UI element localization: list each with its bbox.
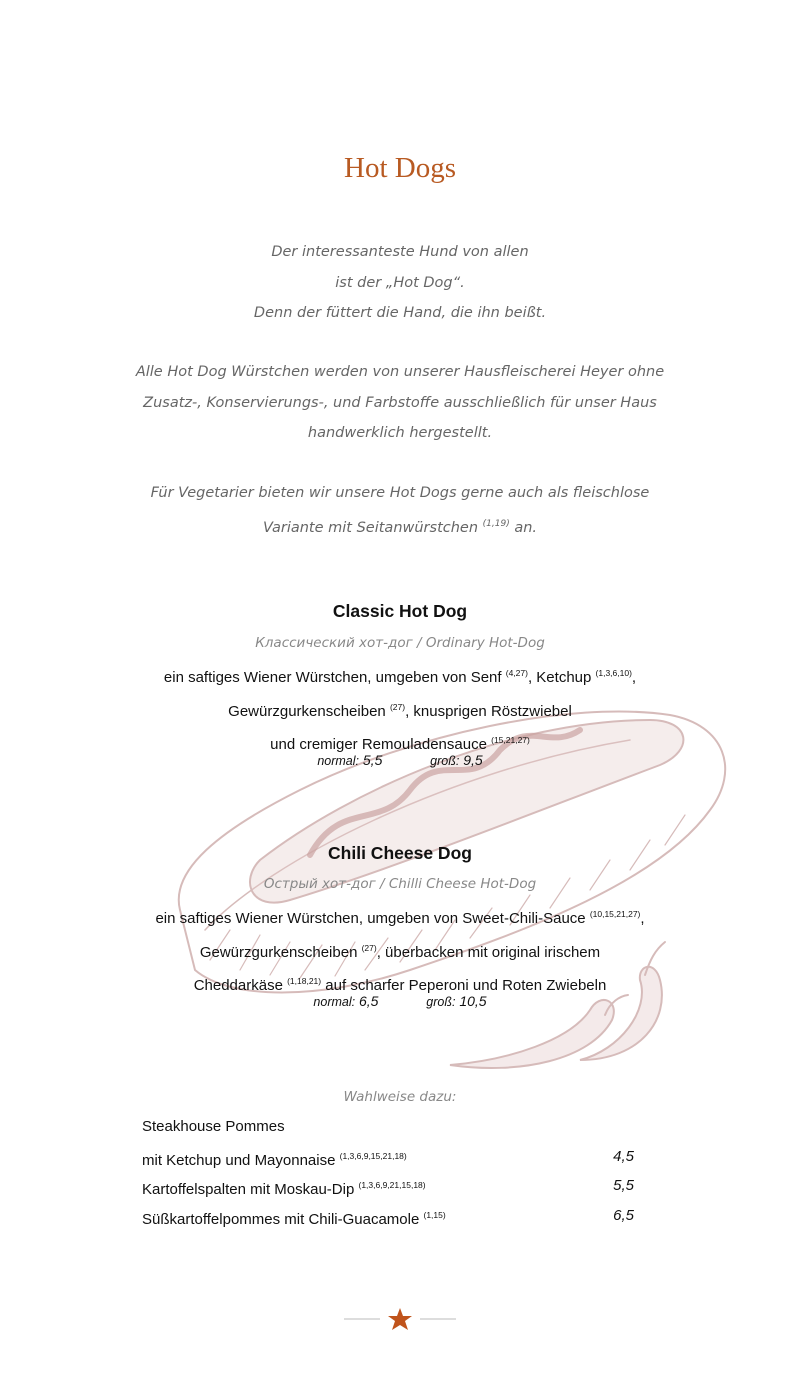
dish-title: Chili Cheese Dog (328, 843, 472, 863)
allergen-ref: (4,27) (505, 668, 528, 678)
sourcing-line: Zusatz-, Konservierungs-, und Farbstoffe ausschließlich für unser Haus (143, 394, 657, 411)
quote-line: ist der „Hot Dog“. (335, 274, 465, 291)
desc-text: , knusprigen Röstzwiebel (405, 702, 572, 720)
dish-title: Classic Hot Dog (332, 601, 468, 621)
side-name: Kartoffelspalten mit Moskau-Dip $^{(1,3,6,9,21,15,18)}$ (142, 1180, 426, 1198)
sides-list (142, 1112, 634, 1230)
allergen-ref: (10,15,21,27) (589, 909, 641, 919)
desc-text: , (631, 669, 637, 686)
desc-text: und cremiger Remouladensauce (270, 736, 487, 753)
intro-quote (100, 237, 700, 329)
side-price: 5,5 (613, 1177, 634, 1194)
side-price: 4,5 (613, 1147, 634, 1165)
intro-sourcing (100, 357, 700, 449)
price-large-label: groß: (426, 995, 456, 1009)
price-large: 9,5 (463, 752, 483, 768)
dish-subtitle: Острый хот-дог / Chilli Cheese Hot-Dog (263, 876, 537, 892)
price-normal-label: normal: (317, 754, 359, 768)
dish-prices (0, 752, 800, 768)
desc-line (120, 659, 680, 693)
allergen-ref: (27) (389, 701, 406, 712)
desc-text: ein saftiges Wiener Würstchen, umgeben von Sweet-Chili-Sauce (155, 910, 586, 927)
veg-line: Für Vegetarier bieten wir unsere Hot Dogs gerne auch als fleischlose (150, 485, 650, 501)
allergen-ref: (1,3,6,9,21,15,18) (358, 1180, 426, 1190)
dish-description (120, 659, 680, 760)
desc-text: Cheddarkäse (193, 977, 283, 994)
dish-subtitle: Классический хот-дог / Ordinary Hot-Dog (255, 635, 545, 651)
sourcing-line: handwerklich hergestellt. (307, 425, 493, 441)
allergen-ref: (15,21,27) (491, 735, 530, 745)
desc-text: ein saftiges Wiener Würstchen, umgeben von Senf (163, 669, 502, 686)
quote-line: Der interessanteste Hund von allen (271, 244, 529, 260)
price-large-label: groß: (430, 754, 460, 768)
desc-line (100, 934, 700, 968)
star-icon (388, 1308, 412, 1330)
allergen-ref: (27) (361, 942, 377, 953)
price-normal: 6,5 (359, 993, 379, 1009)
side-name: Süßkartoffelpommes mit Chili-Guacamole $^{(1,15)}$ (142, 1209, 446, 1228)
dish-prices (0, 993, 800, 1009)
list-item (142, 1112, 634, 1142)
veg-line (100, 509, 700, 544)
dish-description (100, 900, 700, 1001)
list-item (142, 1171, 634, 1201)
intro-vegetarian (100, 478, 700, 543)
side-name: mit Ketchup und Mayonnaise $^{(1,3,6,9,15,21,18)}$ (142, 1150, 407, 1169)
desc-text: , (640, 910, 645, 927)
list-item (142, 1142, 634, 1172)
allergen-ref: (1,3,6,9,15,21,18) (339, 1150, 407, 1161)
side-name: Steakhouse Pommes (142, 1118, 285, 1135)
sourcing-line: Alle Hot Dog Würstchen werden von unserer Hausfleischerei Heyer ohne (135, 364, 665, 380)
sides-heading: Wahlweise dazu: (343, 1089, 457, 1105)
price-large: 10,5 (459, 993, 487, 1009)
desc-text: auf scharfer Peperoni und Roten Zwiebeln (325, 977, 607, 994)
desc-text: , Ketchup (527, 669, 592, 686)
desc-text: Gewürzgurkenscheiben (228, 702, 386, 720)
footer-ornament (340, 1306, 460, 1332)
allergen-ref: (1,18,21) (287, 976, 322, 986)
side-price (612, 1112, 634, 1142)
list-item (142, 1201, 634, 1231)
price-normal-label: normal: (313, 995, 356, 1009)
allergen-ref: (1,3,6,10) (595, 668, 632, 678)
allergen-ref: (1,19) (482, 518, 510, 529)
desc-text: , überbacken mit original irischem (376, 943, 601, 961)
allergen-ref: (1,15) (423, 1209, 446, 1220)
desc-line (120, 693, 680, 727)
veg-text: an. (514, 519, 537, 536)
price-normal: 5,5 (362, 752, 383, 768)
desc-line (100, 900, 700, 934)
quote-line: Denn der füttert die Hand, die ihn beißt. (253, 305, 547, 321)
desc-text: Gewürzgurkenscheiben (199, 943, 358, 961)
page-title: Hot Dogs (344, 152, 456, 184)
veg-text: Variante mit Seitanwürstchen (262, 519, 479, 536)
side-price: 6,5 (613, 1206, 634, 1224)
